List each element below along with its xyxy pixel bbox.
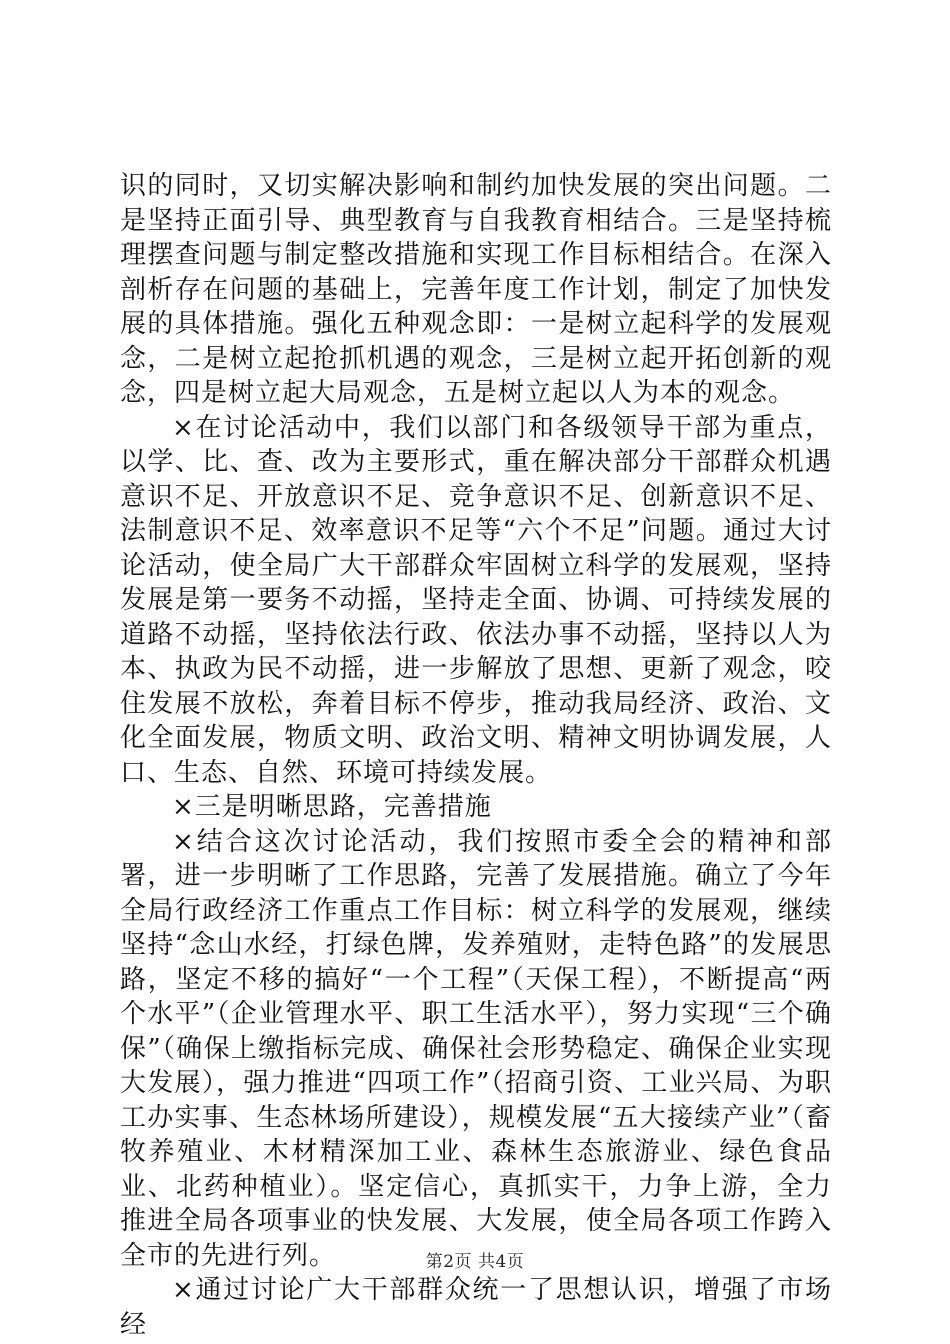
document-body <box>120 169 832 1342</box>
paragraph-2: ×在讨论活动中，我们以部门和各级领导干部为重点，以学、比、查、改为主要形式，重在解决部分干部群众机遇意识不足、开放意识不足、竞争意识不足、创新意识不足、法制意识不足、效率意识不足等“六个不足”问题。通过大讨论活动，使全局广大干部群众牢固树立科学的发展观，坚持发展是第一要务不动摇，坚持走全面、协调、可持续发展的道路不动摇，坚持依法行政、依法办事不动摇，坚持以人为本、执政为民不动摇，进一步解放了思想、更新了观念，咬住发展不放松，奔着目标不停步，推动我局经济、政治、文化全面发展，物质文明、政治文明、精神文明协调发展，人口、生态、自然、环境可持续发展。 <box>120 412 832 788</box>
paragraph-4: ×结合这次讨论活动，我们按照市委全会的精神和部署，进一步明晰了工作思路，完善了发展措施。确立了今年全局行政经济工作重点工作目标：树立科学的发展观，继续坚持“念山水经，打绿色牌，发养殖财，走特色路”的发展思路，坚定不移的搞好“一个工程”（天保工程），不断提高“两个水平”（企业管理水平、职工生活水平），努力实现“三个确保”（确保上缴指标完成、确保社会形势稳定、确保企业实现大发展），强力推进“四项工作”（招商引资、工业兴局、为职工办实事、生态林场所建设），规模发展“五大接续产业”（畜牧养殖业、木材精深加工业、森林生态旅游业、绿色食品业、北药种植业）。坚定信心，真抓实干，力争上游，全力推进全局各项事业的快发展、大发展，使全局各项工作跨入全市的先进行列。 <box>120 826 832 1271</box>
paragraph-1: 识的同时，又切实解决影响和制约加快发展的突出问题。二是坚持正面引导、典型教育与自我教育相结合。三是坚持梳理摆查问题与制定整改措施和实现工作目标相结合。在深入剖析存在问题的基础上，完善年度工作计划，制定了加快发展的具体措施。强化五种观念即：一是树立起科学的发展观念，二是树立起抢抓机遇的观念，三是树立起开拓创新的观念，四是树立起大局观念，五是树立起以人为本的观念。 <box>120 171 832 408</box>
page-number-footer: 第2页 共4页 <box>425 1252 525 1272</box>
paragraph-3-heading: ×三是明晰思路，完善措施 <box>172 792 492 822</box>
paragraph-5: ×通过讨论广大干部群众统一了思想认识，增强了市场经 <box>120 1275 832 1340</box>
